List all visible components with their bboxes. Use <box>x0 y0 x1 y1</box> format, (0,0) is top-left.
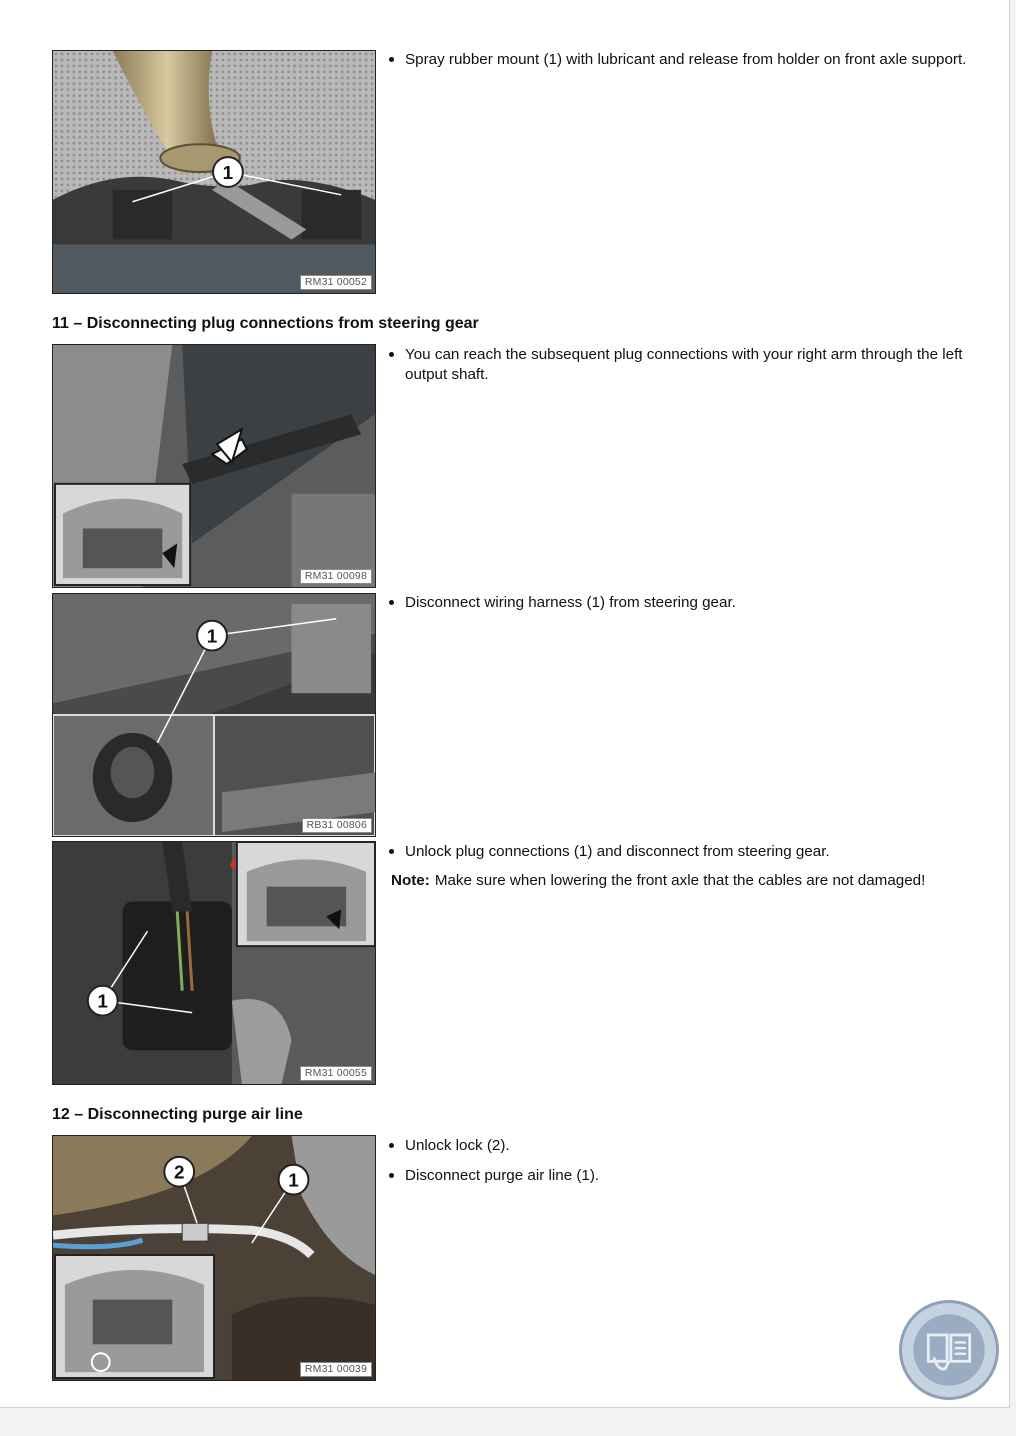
figure-steering-access <box>52 344 376 588</box>
section-heading: 11 – Disconnecting plug connections from steering gear <box>52 315 479 332</box>
figure-plug-connections <box>52 841 376 1085</box>
figure-reference: RM31 00098 <box>300 569 372 584</box>
figure-reference: RB31 00806 <box>302 818 372 833</box>
instruction-list <box>387 345 967 395</box>
figure-callout-1: 1 <box>97 990 108 1012</box>
instruction-item: Unlock plug connections (1) and disconnect from steering gear. <box>387 842 967 862</box>
instruction-list <box>387 593 967 623</box>
figure-callout-1: 1 <box>288 1169 299 1191</box>
figure-reference: RM31 00039 <box>300 1362 372 1377</box>
figure-callout-1: 1 <box>222 161 234 183</box>
figure-reference: RM31 00055 <box>300 1066 372 1081</box>
reader-mode-icon <box>902 1303 996 1397</box>
instruction-list <box>387 50 967 80</box>
instruction-item: You can reach the subsequent plug connections with your right arm through the left output shaft. <box>387 345 967 385</box>
figure-callout-2: 2 <box>173 1161 185 1183</box>
instruction-item: Disconnect wiring harness (1) from steering gear. <box>387 593 967 613</box>
reader-mode-button[interactable] <box>899 1300 999 1400</box>
section-heading: 12 – Disconnecting purge air line <box>52 1106 303 1123</box>
note-text: Make sure when lowering the front axle that the cables are not damaged! <box>434 872 926 889</box>
note-label: Note: <box>391 872 430 889</box>
figure-rubber-mount <box>52 50 376 294</box>
instruction-item: Spray rubber mount (1) with lubricant and release from holder on front axle support. <box>387 50 967 70</box>
instruction-item: Unlock lock (2). <box>387 1136 967 1156</box>
figure-reference: RM31 00052 <box>300 275 372 290</box>
instruction-list <box>387 1136 967 1196</box>
instruction-item: Disconnect purge air line (1). <box>387 1166 967 1186</box>
instruction-list <box>387 842 967 872</box>
figure-wiring-harness <box>52 593 376 837</box>
note <box>391 871 981 891</box>
figure-purge-air-line <box>52 1135 376 1381</box>
figure-callout-1: 1 <box>206 625 218 647</box>
